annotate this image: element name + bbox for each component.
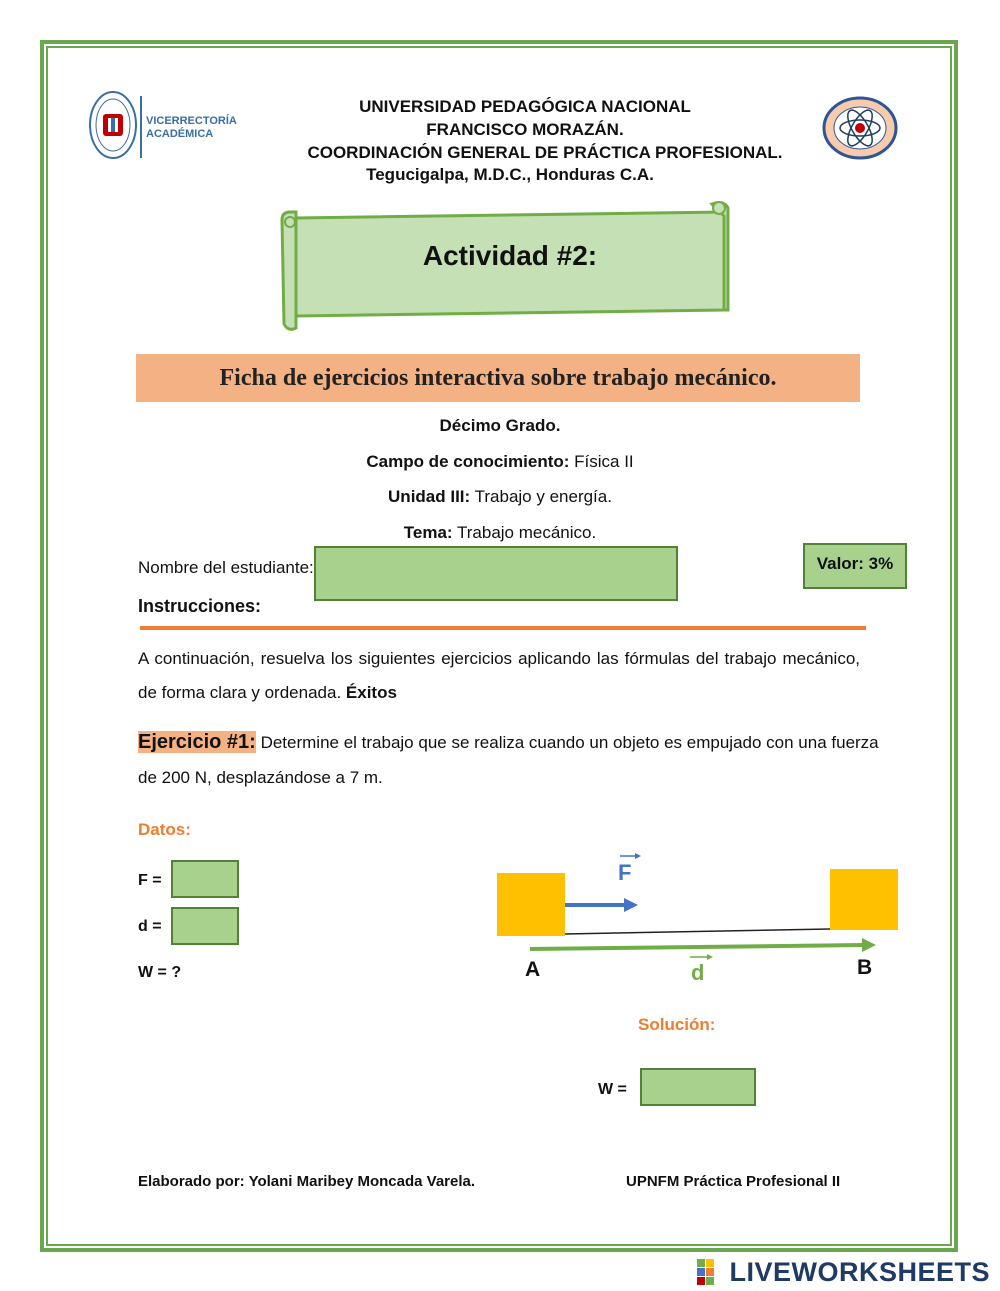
w-unknown-label: W = ? <box>138 964 182 981</box>
displacement-arrow <box>530 945 864 949</box>
activity-title: Actividad #2: <box>422 240 598 271</box>
solution-heading: Solución: <box>638 1015 716 1034</box>
unidad-line <box>0 487 1000 507</box>
header-line-4: Tegucigalpa, M.D.C., Honduras C.A. <box>366 165 654 184</box>
footer-author: Elaborado por: Yolani Maribey Moncada Varela. <box>138 1173 476 1190</box>
instructions-heading: Instrucciones: <box>138 596 262 616</box>
unidad-label: Unidad III: <box>388 487 471 506</box>
d-label: d = <box>138 918 162 935</box>
instructions-text <box>138 642 860 710</box>
path-line <box>565 929 830 934</box>
f-label: F = <box>138 872 162 889</box>
force-arrowhead <box>624 898 638 912</box>
header-line-1: UNIVERSIDAD PEDAGÓGICA NACIONAL <box>359 97 691 116</box>
vice-line-2: ACADÉMICA <box>146 128 214 140</box>
exercise-text-2: de 200 N, desplazándose a 7 m. <box>138 768 383 787</box>
worksheet-title: Ficha de ejercicios interactiva sobre trabajo mecánico. <box>219 365 777 391</box>
campo-value: Física II <box>569 452 634 471</box>
vice-line-1: VICERRECTORÍA <box>146 115 237 127</box>
instructions-rule <box>140 626 866 630</box>
datos-heading: Datos: <box>138 820 191 839</box>
exercise-label: Ejercicio #1: <box>138 731 256 753</box>
exercise-text-1: Determine el trabajo que se realiza cuando un objeto es empujado con una fuerza <box>255 733 879 752</box>
liveworksheets-logo-icon <box>697 1259 723 1285</box>
force-vector-mark-head <box>635 853 641 859</box>
header-line-3: COORDINACIÓN GENERAL DE PRÁCTICA PROFESIONAL. <box>307 143 783 162</box>
block-end <box>830 869 898 930</box>
liveworksheets-brand: LIVEWORKSHEETS <box>729 1257 990 1287</box>
displacement-arrowhead <box>862 938 876 952</box>
tema-line <box>0 523 1000 543</box>
tema-value: Trabajo mecánico. <box>452 523 597 542</box>
campo-label: Campo de conocimiento: <box>366 452 570 471</box>
university-seal-icon <box>88 90 138 160</box>
worksheet-title-banner <box>136 354 860 402</box>
student-name-field[interactable] <box>314 546 678 601</box>
w-solution-label: W = <box>598 1081 627 1098</box>
campo-line <box>0 452 1000 472</box>
block-start <box>497 873 565 936</box>
divider <box>140 96 142 158</box>
student-name-label: Nombre del estudiante: <box>138 558 314 577</box>
instructions-exitos: Éxitos <box>345 683 397 702</box>
distance-label: d <box>691 960 705 985</box>
unidad-value: Trabajo y energía. <box>470 487 612 506</box>
header-line-2: FRANCISCO MORAZÁN. <box>426 120 624 139</box>
footer-course: UPNFM Práctica Profesional II <box>626 1173 841 1190</box>
vicerrectoria-label <box>146 115 237 141</box>
tema-label: Tema: <box>403 523 453 542</box>
work-answer-input[interactable] <box>640 1068 756 1106</box>
force-label: F <box>618 860 632 885</box>
coordination-logo-icon <box>822 96 898 160</box>
grade-line: Décimo Grado. <box>439 416 561 435</box>
force-input[interactable] <box>171 860 239 898</box>
valor-badge: Valor: 3% <box>803 543 907 589</box>
point-b-label: B <box>857 956 873 979</box>
point-a-label: A <box>525 958 541 981</box>
exercise-statement <box>138 727 879 758</box>
distance-vector-mark-head <box>707 954 713 960</box>
distance-input[interactable] <box>171 907 239 945</box>
instructions-body: A continuación, resuelva los siguientes ejercicios aplicando las fórmulas del trabajo mecánico, de forma clara y ordenada. <box>138 649 860 702</box>
